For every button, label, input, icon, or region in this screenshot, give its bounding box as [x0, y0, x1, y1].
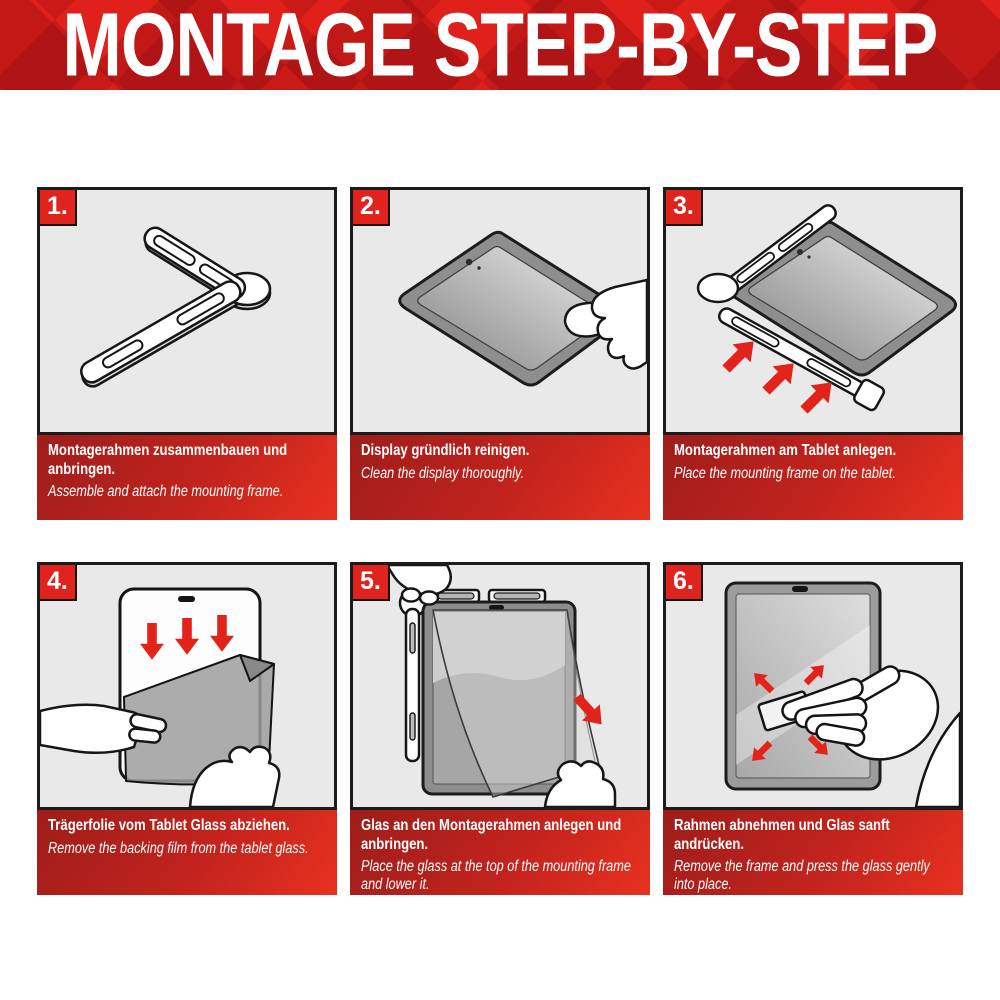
step-panel-4	[37, 562, 337, 895]
step-caption-german: Trägerfolie vom Tablet Glass abziehen.	[48, 817, 290, 834]
step-panel-5	[350, 562, 650, 895]
step-caption-english: Remove the backing film from the tablet glass.	[48, 839, 309, 857]
step-caption-english: Remove the frame and press the glass gently into place.	[674, 858, 930, 893]
step-number-badge: 3.	[666, 190, 703, 226]
press-glass-squeegee-icon	[666, 565, 960, 807]
step-panel-1	[37, 187, 337, 520]
step-2-caption	[350, 435, 650, 520]
step-caption-english: Clean the display thoroughly.	[361, 464, 524, 482]
step-caption-english: Place the mounting frame on the tablet.	[674, 464, 896, 482]
step-caption-german: Display gründlich reinigen.	[361, 442, 530, 459]
hand	[592, 280, 647, 368]
step-number-badge: 4.	[40, 565, 77, 601]
tablet	[731, 222, 956, 375]
step-panel-3	[663, 187, 963, 520]
step-panel-6	[663, 562, 963, 895]
step-caption-english: Assemble and attach the mounting frame.	[48, 483, 284, 501]
step-3-illustration-frame-on-tablet	[663, 187, 963, 435]
step-5-caption	[350, 810, 650, 895]
step-number-badge: 6.	[666, 565, 703, 601]
step-5-illustration-place-glass	[350, 562, 650, 810]
step-number-badge: 2.	[353, 190, 390, 226]
step-6-illustration-press-glass	[663, 562, 963, 810]
step-caption-english: Place the glass at the top of the mounting frame and lower it.	[361, 858, 631, 893]
camera-cutout	[178, 596, 195, 602]
step-3-caption	[663, 435, 963, 520]
step-1-caption	[37, 435, 337, 520]
header-banner	[0, 0, 1000, 90]
step-number-badge: 5.	[353, 565, 390, 601]
step-caption-german: Montagerahmen zusammenbauen und anbringen.	[48, 442, 288, 478]
tablet-cleaning-icon	[353, 190, 647, 432]
step-4-caption	[37, 810, 337, 895]
step-grid	[37, 187, 963, 895]
peel-backing-film-icon	[40, 565, 334, 807]
step-number-badge: 1.	[40, 190, 77, 226]
step-panel-2	[350, 187, 650, 520]
step-caption-german: Rahmen abnehmen und Glas sanft andrücken.	[674, 817, 890, 853]
place-glass-on-frame-icon	[353, 565, 647, 807]
frame-on-tablet-icon	[666, 190, 960, 432]
mounting-frame-corner-icon	[40, 190, 334, 432]
step-2-illustration-clean	[350, 187, 650, 435]
step-caption-german: Montagerahmen am Tablet anlegen.	[674, 442, 897, 459]
step-6-caption	[663, 810, 963, 895]
page-title: MONTAGE STEP-BY-STEP	[62, 0, 938, 90]
step-caption-german: Glas an den Montagerahmen anlegen und anbringen.	[361, 817, 622, 853]
step-1-illustration-frame	[37, 187, 337, 435]
step-4-illustration-peel-film	[37, 562, 337, 810]
